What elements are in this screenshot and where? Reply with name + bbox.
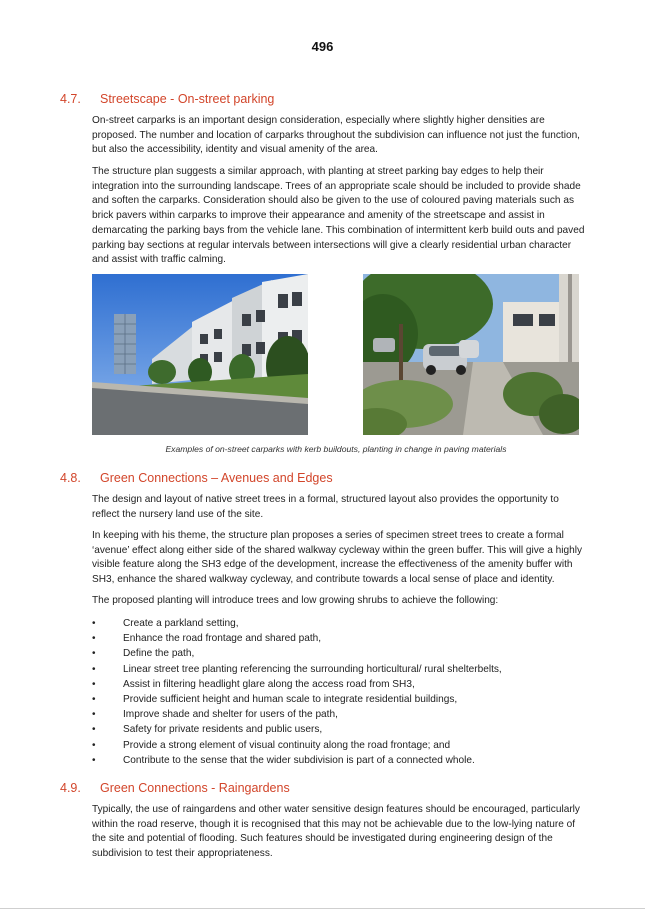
list-item — [92, 692, 586, 707]
bullet-icon: • — [92, 693, 96, 705]
list-item-text: Create a parkland setting, — [123, 618, 239, 629]
photo-townhouse-street — [92, 274, 308, 435]
list-item — [92, 677, 586, 692]
section-title: Green Connections – Avenues and Edges — [100, 471, 333, 485]
section-title: Streetscape - On-street parking — [100, 92, 275, 106]
section-heading-4-9 — [60, 781, 290, 795]
section-heading-4-8 — [60, 471, 333, 485]
list-item — [92, 631, 586, 646]
photo-caption: Examples of on-street carparks with kerb buildouts, planting in change in paving materials — [165, 444, 507, 454]
section-heading-4-7 — [60, 92, 274, 106]
section-number: 4.8. — [60, 471, 81, 485]
bullet-icon: • — [92, 739, 96, 751]
section-number: 4.7. — [60, 92, 81, 106]
list-item-text: Enhance the road frontage and shared path, — [123, 633, 322, 645]
list-item-text: Assist in filtering headlight glare along the access road from SH3, — [123, 678, 415, 690]
list-item-text: Linear street tree planting referencing the surrounding horticultural/ rural shelterbelts, — [123, 663, 502, 675]
bullet-icon: • — [92, 678, 96, 690]
list-item — [92, 662, 586, 677]
list-item-text: Provide sufficient height and human scale to integrate residential buildings, — [123, 693, 458, 705]
photo-parked-cars — [363, 274, 579, 435]
paragraph: In keeping with his theme, the structure plan proposes a series of specimen street trees to create a formal ‘avenue’ effect along either side of the shared walkway cycleway within the green buffer. This will give a highly visible feature along the SH3 edge of the development, increase the effectiveness of the amenity buffer with SH3, enhance the shared walkway cycleway, and contribute towards a local sense of place and identity. — [92, 530, 583, 586]
section-title: Green Connections - Raingardens — [100, 781, 290, 795]
paragraph: The proposed planting will introduce trees and low growing shrubs to achieve the following: — [92, 595, 499, 606]
bullet-icon: • — [92, 724, 96, 736]
page-number: 496 — [311, 39, 334, 54]
bullet-icon: • — [92, 709, 96, 721]
bullet-icon: • — [92, 648, 96, 660]
list-item-text: Safety for private residents and public users, — [123, 724, 323, 736]
paragraph: On-street carparks is an important design consideration, especially where slightly higher densities are proposed. The number and location of carparks throughout the subdivision can influence not just the function, but also the accessibility, identity and visual amenity of the area. — [92, 115, 580, 156]
bullet-icon: • — [92, 754, 96, 766]
paragraph: Typically, the use of raingardens and other water sensitive design features should be encouraged, particularly within the road reserve, though it is recognised that this may not be achievable due to the low-lying nature of the site and potential of flooding. Such features should be investigated during engineering design of the subdivision to test their appropriateness. — [92, 804, 580, 860]
bullet-icon: • — [92, 663, 96, 675]
page-bottom-rule — [0, 908, 645, 909]
paragraph: The structure plan suggests a similar approach, with planting at street parking bay edges to help their integration into the surrounding landscape. Trees of an appropriate scale should be included to provide shade and soften the carparks. Consideration should also be given to the use of coloured paving materials such as brick pavers within carparks to improve their appearance and amenity of the streetscape and assist in demarcating the parking bays from the vehicle lane. This combination of intermittent kerb build outs and paved parking bay sections at regular intervals between intersections will give a clearly residential urban character and assist with traffic calming. — [92, 166, 585, 266]
section-number: 4.9. — [60, 781, 81, 795]
list-item-text: Define the path, — [123, 648, 195, 660]
list-item — [92, 707, 586, 722]
list-item — [92, 646, 586, 661]
bullet-icon: • — [92, 618, 96, 629]
list-item-text: Provide a strong element of visual continuity along the road frontage; and — [123, 739, 451, 751]
list-item — [92, 738, 586, 753]
list-item-text: Improve shade and shelter for users of the path, — [123, 709, 338, 721]
list-item — [92, 753, 586, 768]
list-item — [92, 722, 586, 737]
bullet-list — [92, 616, 586, 768]
list-item — [92, 616, 586, 631]
paragraph: The design and layout of native street trees in a formal, structured layout also provides the opportunity to reflect the nursery land use of the site. — [92, 494, 559, 520]
list-item-text: Contribute to the sense that the wider subdivision is part of a connected whole. — [123, 754, 475, 766]
bullet-icon: • — [92, 633, 96, 645]
